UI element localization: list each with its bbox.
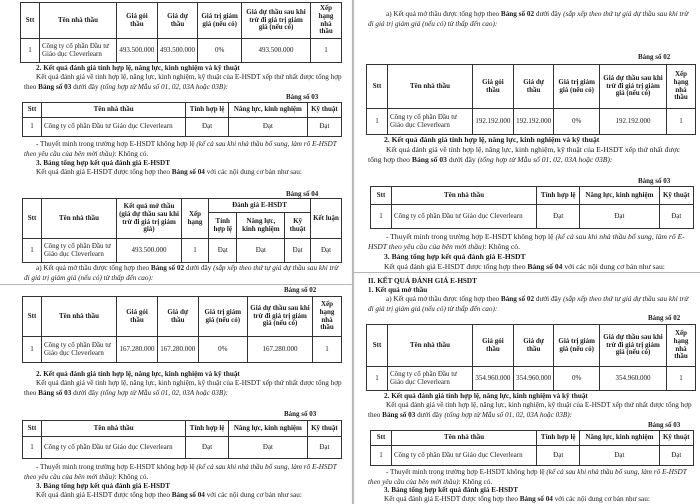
section-2-title: 2. Kết quả đánh giá tính hợp lệ, năng lực, kinh nghiệm và kỹ thuật: [384, 135, 600, 144]
explanation-text: - Thuyết minh trong trường hợp E-HSDT không hợp lệ (kể cả sau khi nhà thầu bổ sung, làm rõ E-HSDT theo yêu cầu của bên mời thầu): Không có.: [368, 232, 685, 252]
section-3-body: Kết quả đánh giá E-HSDT được tổng hợp theo Bảng số 04 với các nội dung cơ bản như sau:: [36, 168, 302, 176]
validity-table: Stt Tên nhà thầu Tính hợp lệ Năng lực, kinh nghiệm Kỹ thuật 1 Công ty cổ phần Đầu tư Giáo dục Cleverlearn Đạt Đạt Đạt: [370, 430, 694, 466]
section-2-title: 2. Kết quả đánh giá tính hợp lệ, năng lực, kinh nghiệm và kỹ thuật: [36, 64, 240, 72]
section-3-body: Kết quả đánh giá E-HSDT được tổng hợp theo Bảng số 04 với các nội dung cơ bản như sau:: [36, 491, 302, 499]
section-a-text: a) Kết quả mở thầu được tổng hợp theo Bảng số 02 dưới đây (sắp xếp theo thứ tự giá dự thầu sau khi trừ đi giá trị giảm giá (nếu có) từ thấp đến cao):: [368, 10, 689, 28]
section-a-text: a) Kết quả mở thầu được tổng hợp theo Bảng số 02 dưới đây (sắp xếp theo thứ tự giá dự thầu sau khi trừ đi giá trị giảm giá (nếu có) từ thấp đến cao):: [24, 264, 339, 282]
explanation-text: - Thuyết minh trong trường hợp E-HSDT không hợp lệ (kể cả sau khi nhà thầu bổ sung, làm rõ E-HSDT theo yêu cầu của bên mời thầu): Không có.: [368, 468, 687, 486]
section-2-title: 2. Kết quả đánh giá tính hợp lệ, năng lực, kinh nghiệm và kỹ thuật: [36, 370, 240, 378]
section-2-body: Kết quả đánh giá về tính hợp lệ, năng lực, kinh nghiệm, kỹ thuật của E-HSDT xếp thứ nhất được tổng hợp theo Bảng số 03 dưới đây (tổng hợp từ Mẫu số 01, 02, 03A hoặc 03B):: [24, 73, 342, 91]
opening-table: Stt Tên nhà thầu Giá gói thầu Giá dự thầu Giá trị giảm giá (nếu có) Giá dự thầu sau khi trừ đi giá trị giảm giá (nếu có) Xếp hạng nhà thầu 1 Công ty cổ phần Đầu tư Giáo dục Cleverlearn 493.500.000 493.500.000 0% 493.500.000 1: [20, 2, 342, 63]
summary-table: Stt Tên nhà thầu Kết quả mở thầu (giá dự thầu sau khi trừ đi giá trị giảm giá) Xếp hạng Đánh giá E-HSDT Kết luận Tính hợp lệ Năng lực, kinh nghiệm Kỹ thuật 1 Công ty cổ phần Đầu tư Giáo dục Cleverlearn 493.500.000 1 Đạt Đạt Đạt Đạt: [22, 198, 342, 263]
validity-table: Stt Tên nhà thầu Tính hợp lệ Năng lực, kinh nghiệm Kỹ thuật 1 Công ty cổ phần Đầu tư Giáo dục Cleverlearn Đạt Đạt Đạt: [22, 420, 342, 459]
section-2-body: Kết quả đánh giá về tính hợp lệ, năng lực, kinh nghiệm, kỹ thuật của E-HSDT xếp thứ nhất được tổng hợp theo Bảng số 03 dưới đây (tổng hợp từ Mẫu số 01, 02, 03A hoặc 03B):: [368, 401, 692, 419]
horizontal-divider-left: [0, 284, 352, 285]
panel-bottom-right: II. KẾT QUẢ ĐÁNH GIÁ E-HSDT 1. Kết quả mở thầu a) Kết quả mở thầu được tổng hợp theo Bảng số 02 dưới đây (sắp xếp theo thứ tự giá dự thầu sau khi trừ đi giá trị giảm giá (nếu có) từ thấp đến cao): Bảng số 02 Stt Tên nhà thầu Giá gói thầu Giá dự thầu Giá trị giảm giá (nếu có) Giá dự thầu sau khi trừ đi giá trị giảm giá (nếu có) Xếp hạng nhà thầu 1 Công ty cổ phần Đầu tư Giáo dục Cleverlearn 354.960.000 354.960.000 0% 354.960.000 1 2. Kết quả đánh giá tính hợp lệ, năng lực, kinh nghiệm và kỹ thuật Kết quả đánh giá về tính hợp lệ, năng lực, kinh nghiệm, kỹ thuật của E-HSDT xếp thứ nhất được tổng hợp theo Bảng số 03 dưới đây (tổng hợp từ Mẫu số 01, 02, 03A hoặc 03B): Bảng số 03 Stt Tên nhà thầu Tính hợp lệ Năng lực, kinh nghiệm Kỹ thuật 1 Công ty cổ phần Đầu tư Giáo dục Cleverlearn Đạt Đạt Đạt - Thuyết minh trong trường hợp E-HSDT không hợp lệ (kể cả sau khi nhà thầu bổ sung, làm rõ E-HSDT theo yêu cầu của bên mời thầu): Không có. 3. Bảng tổng hợp kết quả đánh giá E-HSDT Kết quả đánh giá E-HSDT được tổng hợp theo Bảng số 04 với các nội dung cơ bản như sau:: [356, 274, 700, 504]
section-3-body: Kết quả đánh giá E-HSDT được tổng hợp theo Bảng số 04 với các nội dung cơ bản như sau:: [384, 495, 650, 503]
section-2-title: 2. Kết quả đánh giá tính hợp lệ, năng lực, kinh nghiệm và kỹ thuật: [384, 392, 588, 400]
validity-table: Stt Tên nhà thầu Tính hợp lệ Năng lực, kinh nghiệm Kỹ thuật 1 Công ty cổ phần Đầu tư Giáo dục Cleverlearn Đạt Đạt Đạt: [22, 102, 342, 137]
section-3-title: 3. Bảng tổng hợp kết quả đánh giá E-HSDT: [36, 159, 170, 167]
section-2-body: Kết quả đánh giá về tính hợp lệ, năng lực, kinh nghiệm, kỹ thuật của E-HSDT xếp thứ nhất được tổng hợp theo Bảng số 03 dưới đây (tổng hợp từ Mẫu số 01, 02, 03A hoặc 03B):: [368, 145, 680, 165]
section-3-body: Kết quả đánh giá E-HSDT được tổng hợp theo Bảng số 04 với các nội dung cơ bản như sau:: [384, 262, 665, 271]
opening-table: Stt Tên nhà thầu Giá gói thầu Giá dự thầu Giá trị giảm giá (nếu có) Giá dự thầu sau khi trừ đi giá trị giảm giá (nếu có) Xếp hạng nhà thầu 1 Công ty cổ phần Đầu tư Giáo dục Cleverlearn 167.280.000 167.280.000 0% 167.280.000 1: [22, 296, 342, 363]
panel-top-right: a) Kết quả mở thầu được tổng hợp theo Bảng số 02 dưới đây (sắp xếp theo thứ tự giá dự thầu sau khi trừ đi giá trị giảm giá (nếu có) từ thấp đến cao): Bảng số 02 Stt Tên nhà thầu Giá gói thầu Giá dự thầu Giá trị giảm giá (nếu có) Giá dự thầu sau khi trừ đi giá trị giảm giá (nếu có) Xếp hạng nhà thầu 1 Công ty cổ phần Đầu tư Giáo dục Cleverlearn 192.192.000 192.192.000 0% 192.192.000 1 2. Kết quả đánh giá tính hợp lệ, năng lực, kinh nghiệm và kỹ thuật Kết quả đánh giá về tính hợp lệ, năng lực, kinh nghiệm, kỹ thuật của E-HSDT xếp thứ nhất được tổng hợp theo Bảng số 03 dưới đây (tổng hợp từ Mẫu số 01, 02, 03A hoặc 03B): Bảng số 03 Stt Tên nhà thầu Tính hợp lệ Năng lực, kinh nghiệm Kỹ thuật 1 Công ty cổ phần Đầu tư Giáo dục Cleverlearn Đạt Đạt Đạt - Thuyết minh trong trường hợp E-HSDT không hợp lệ (kể cả sau khi nhà thầu bổ sung, làm rõ E-HSDT theo yêu cầu của bên mời thầu): Không có. 3. Bảng tổng hợp kết quả đánh giá E-HSDT Kết quả đánh giá E-HSDT được tổng hợp theo Bảng số 04 với các nội dung cơ bản như sau:: [356, 0, 700, 272]
section-a-text: a) Kết quả mở thầu được tổng hợp theo Bảng số 02 dưới đây (sắp xếp theo thứ tự giá dự thầu sau khi trừ đi giá trị giảm giá (nếu có) từ thấp đến cao):: [368, 295, 689, 313]
section-3-title: 3. Bảng tổng hợp kết quả đánh giá E-HSDT: [384, 486, 518, 494]
explanation-text: - Thuyết minh trong trường hợp E-HSDT không hợp lệ (kể cả sau khi nhà thầu bổ sung, làm rõ E-HSDT theo yêu cầu của bên mời thầu): Không có.: [24, 140, 337, 158]
section-3-title: 3. Bảng tổng hợp kết quả đánh giá E-HSDT: [384, 252, 526, 261]
panel-bottom-left: Bảng số 02 Stt Tên nhà thầu Giá gói thầu Giá dự thầu Giá trị giảm giá (nếu có) Giá dự thầu sau khi trừ đi giá trị giảm giá (nếu có) Xếp hạng nhà thầu 1 Công ty cổ phần Đầu tư Giáo dục Cleverlearn 167.280.000 167.280.000 0% 167.280.000 1 2. Kết quả đánh giá tính hợp lệ, năng lực, kinh nghiệm và kỹ thuật Kết quả đánh giá về tính hợp lệ, năng lực, kinh nghiệm, kỹ thuật của E-HSDT xếp thứ nhất được tổng hợp theo Bảng số 03 dưới đây (tổng hợp từ Mẫu số 01, 02, 03A hoặc 03B): Bảng số 03 Stt Tên nhà thầu Tính hợp lệ Năng lực, kinh nghiệm Kỹ thuật 1 Công ty cổ phần Đầu tư Giáo dục Cleverlearn Đạt Đạt Đạt - Thuyết minh trong trường hợp E-HSDT không hợp lệ (kể cả sau khi nhà thầu bổ sung, làm rõ E-HSDT theo yêu cầu của bên mời thầu): Không có. 3. Bảng tổng hợp kết quả đánh giá E-HSDT Kết quả đánh giá E-HSDT được tổng hợp theo Bảng số 04 với các nội dung cơ bản như sau:: [0, 286, 350, 504]
section-ii-1-title: 1. Kết quả mở thầu: [368, 286, 428, 294]
panel-top-left: Stt Tên nhà thầu Giá gói thầu Giá dự thầu Giá trị giảm giá (nếu có) Giá dự thầu sau khi trừ đi giá trị giảm giá (nếu có) Xếp hạng nhà thầu 1 Công ty cổ phần Đầu tư Giáo dục Cleverlearn 493.500.000 493.500.000 0% 493.500.000 1 2. Kết quả đánh giá tính hợp lệ, năng lực, kinh nghiệm và kỹ thuật Kết quả đánh giá về tính hợp lệ, năng lực, kinh nghiệm, kỹ thuật của E-HSDT xếp thứ nhất được tổng hợp theo Bảng số 03 dưới đây (tổng hợp từ Mẫu số 01, 02, 03A hoặc 03B): Bảng số 03 Stt Tên nhà thầu Tính hợp lệ Năng lực, kinh nghiệm Kỹ thuật 1 Công ty cổ phần Đầu tư Giáo dục Cleverlearn Đạt Đạt Đạt - Thuyết minh trong trường hợp E-HSDT không hợp lệ (kể cả sau khi nhà thầu bổ sung, làm rõ E-HSDT theo yêu cầu của bên mời thầu): Không có. 3. Bảng tổng hợp kết quả đánh giá E-HSDT Kết quả đánh giá E-HSDT được tổng hợp theo Bảng số 04 với các nội dung cơ bản như sau: Bảng số 04 Stt Tên nhà thầu Kết quả mở thầu (giá dự thầu sau khi trừ đi giá trị giảm giá) Xếp hạng Đánh giá E-HSDT Kết luận Tính hợp lệ Năng lực, kinh nghiệm Kỹ thuật 1 Công ty cổ phần Đầu tư Giáo dục Cleverlearn 493.500.000 1 Đạt Đạt Đạt Đạt a) Kết quả mở thầu được tổng hợp theo Bảng số 02 dưới đây (sắp xếp theo thứ tự giá dự thầu sau khi trừ đi giá trị giảm giá (nếu có) từ thấp đến cao):: [0, 0, 350, 284]
opening-table: Stt Tên nhà thầu Giá gói thầu Giá dự thầu Giá trị giảm giá (nếu có) Giá dự thầu sau khi trừ đi giá trị giảm giá (nếu có) Xếp hạng nhà thầu 1 Công ty cổ phần Đầu tư Giáo dục Cleverlearn 354.960.000 354.960.000 0% 354.960.000 1: [366, 324, 696, 391]
validity-table: Stt Tên nhà thầu Tính hợp lệ Năng lực, kinh nghiệm Kỹ thuật 1 Công ty cổ phần Đầu tư Giáo dục Cleverlearn Đạt Đạt Đạt: [370, 186, 694, 229]
opening-table: Stt Tên nhà thầu Giá gói thầu Giá dự thầu Giá trị giảm giá (nếu có) Giá dự thầu sau khi trừ đi giá trị giảm giá (nếu có) Xếp hạng nhà thầu 1 Công ty cổ phần Đầu tư Giáo dục Cleverlearn 192.192.000 192.192.000 0% 192.192.000 1: [366, 64, 696, 135]
section-ii-title: II. KẾT QUẢ ĐÁNH GIÁ E-HSDT: [368, 277, 477, 285]
section-2-body: Kết quả đánh giá về tính hợp lệ, năng lực, kinh nghiệm, kỹ thuật của E-HSDT xếp thứ nhất được tổng hợp theo Bảng số 03 dưới đây (tổng hợp từ Mẫu số 01, 02, 03A hoặc 03B):: [24, 379, 342, 397]
section-3-title: 3. Bảng tổng hợp kết quả đánh giá E-HSDT: [36, 482, 170, 490]
explanation-text: - Thuyết minh trong trường hợp E-HSDT không hợp lệ (kể cả sau khi nhà thầu bổ sung, làm rõ E-HSDT theo yêu cầu của bên mời thầu): Không có.: [24, 463, 337, 481]
horizontal-divider-right: [354, 272, 700, 273]
vertical-divider: [352, 0, 354, 504]
